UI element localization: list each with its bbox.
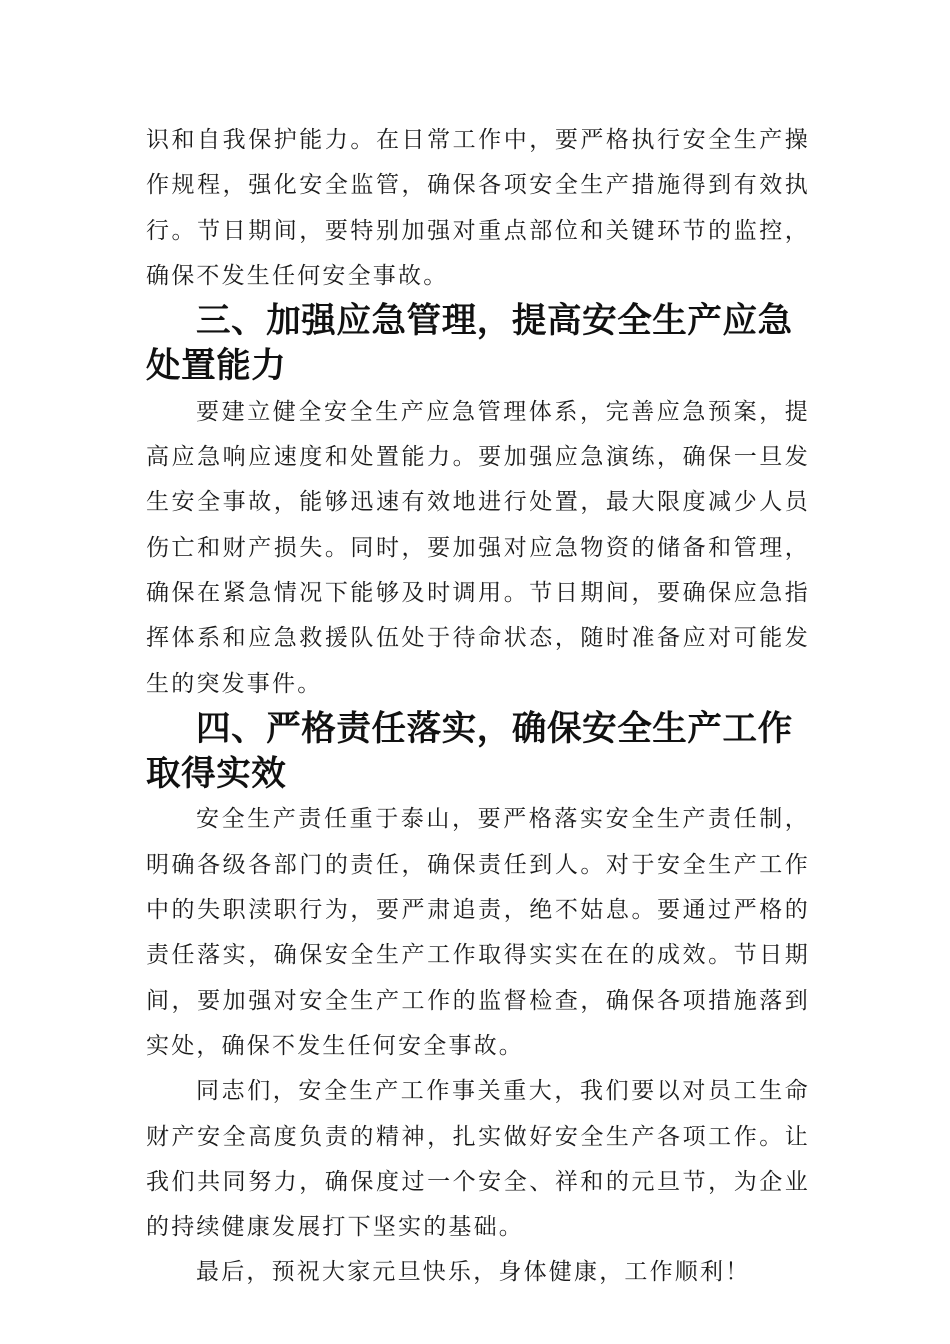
paragraph-emergency-management: 要建立健全安全生产应急管理体系，完善应急预案，提高应急响应速度和处置能力。要加强应急演练，确保一旦发生安全事故，能够迅速有效地进行处置，最大限度减少人员伤亡和财产损失。同时，要加强对应急物资的储备和管理，确保在紧急情况下能够及时调用。节日期间，要确保应急指挥体系和应急救援队伍处于待命状态，随时准备应对可能发生的突发事件。 [146, 398, 810, 697]
paragraph-closing-appeal: 同志们，安全生产工作事关重大，我们要以对员工生命财产安全高度负责的精神，扎实做好安全生产各项工作。让我们共同努力，确保度过一个安全、祥和的元旦节，为企业的持续健康发展打下坚实的基础。 [146, 1078, 810, 1241]
section-heading-responsibility: 四、严格责任落实，确保安全生产工作取得实效 [146, 708, 793, 795]
paragraph-responsibility: 安全生产责任重于泰山，要严格落实安全生产责任制，明确各级各部门的责任，确保责任到人。对于安全生产工作中的失职渎职行为，要严肃追责，绝不姑息。要通过严格的责任落实，确保安全生产工作取得实实在在的成效。节日期间，要加强对安全生产工作的监督检查，确保各项措施落到实处，确保不发生任何安全事故。 [146, 806, 810, 1059]
section-heading-emergency-management: 三、加强应急管理，提高安全生产应急处置能力 [146, 301, 793, 387]
document-body [146, 118, 810, 1296]
paragraph-new-year-wishes: 最后，预祝大家元旦快乐，身体健康，工作顺利！ [196, 1259, 751, 1286]
paragraph-safety-awareness-continued: 识和自我保护能力。在日常工作中，要严格执行安全生产操作规程，强化安全监管，确保各项安全生产措施得到有效执行。节日期间，要特别加强对重点部位和关键环节的监控，确保不发生任何安全事故。 [146, 127, 810, 289]
